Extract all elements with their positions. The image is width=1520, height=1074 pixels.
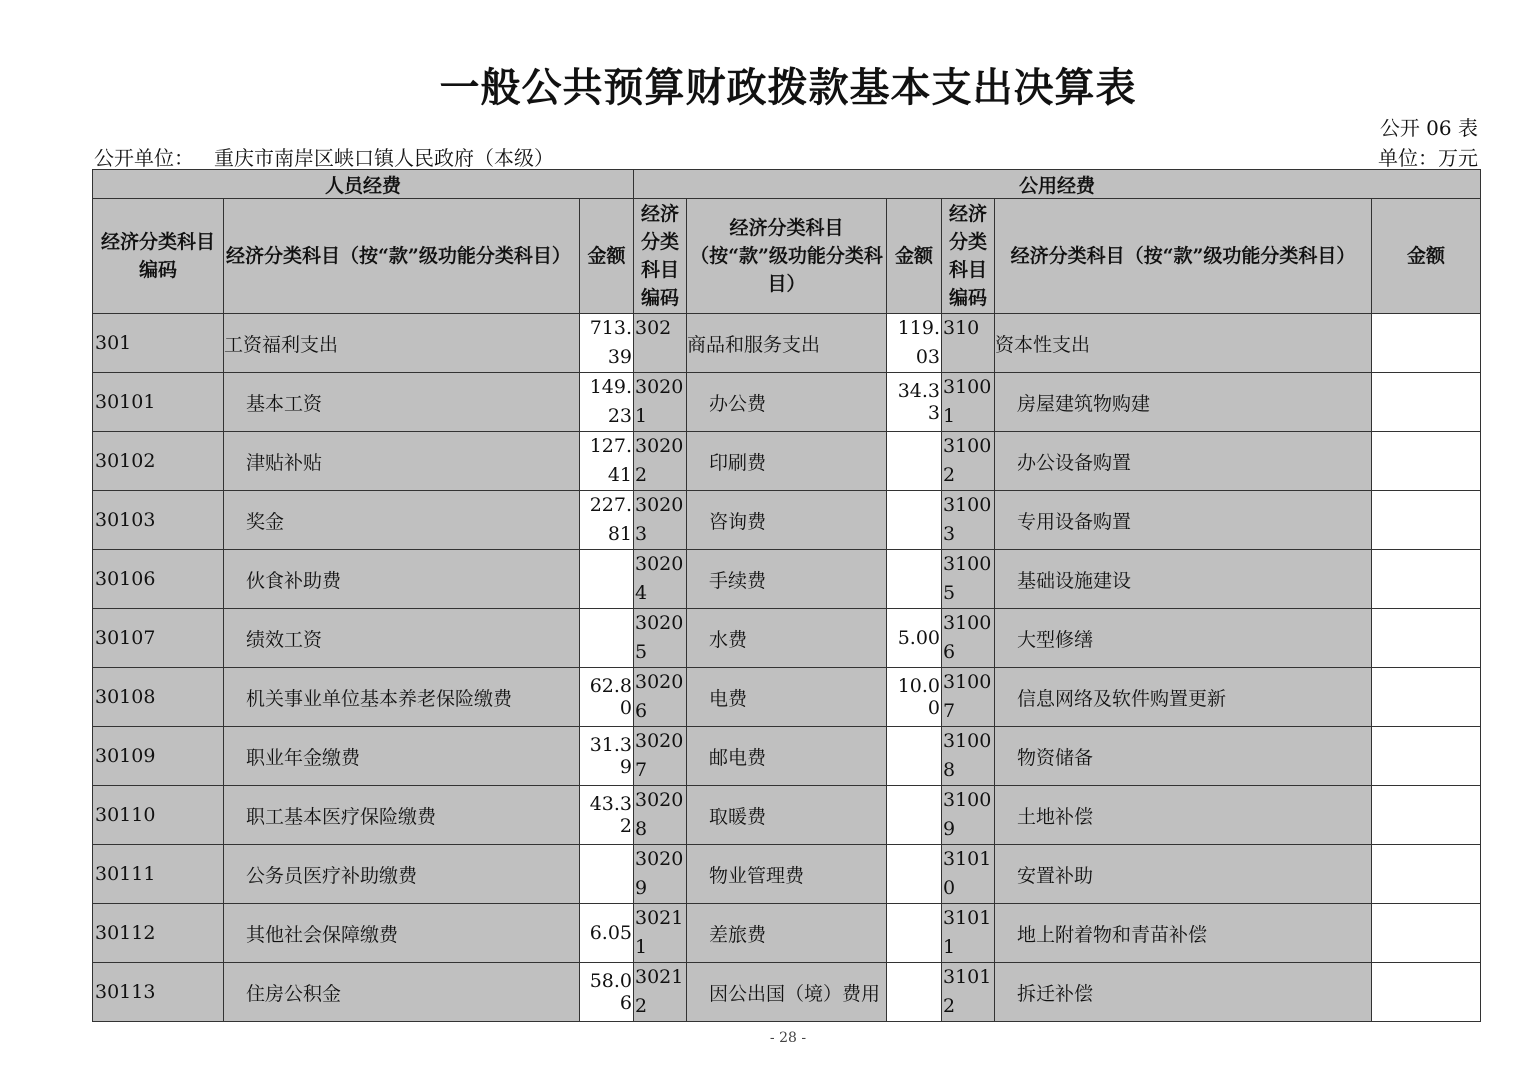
- col-name-3: 经济分类科目（按“款”级功能分类科目）: [995, 199, 1372, 314]
- code-cell: 30207: [634, 727, 687, 786]
- code-cell: 31005: [942, 550, 995, 609]
- amount-cell: 43.32: [580, 786, 634, 845]
- table-row: [93, 727, 1481, 786]
- col-code-1: 经济分类科目编码: [93, 199, 224, 314]
- page-number: - 28 -: [769, 1030, 807, 1046]
- category-name-cell: 工资福利支出: [224, 314, 580, 373]
- currency-unit: 单位：万元: [1378, 146, 1478, 170]
- amount-cell: [1372, 550, 1481, 609]
- amount-cell: [887, 432, 942, 491]
- reporting-unit-label: 公开单位：: [94, 146, 194, 170]
- category-name-cell: 水费: [687, 609, 887, 668]
- expenditure-table: [92, 169, 1481, 1022]
- code-cell: 31008: [942, 727, 995, 786]
- category-name-cell: 房屋建筑物购建: [995, 373, 1372, 432]
- category-name-cell: 奖金: [224, 491, 580, 550]
- amount-cell: [887, 845, 942, 904]
- code-cell: 30204: [634, 550, 687, 609]
- code-cell: 31012: [942, 963, 995, 1022]
- amount-cell: 31.39: [580, 727, 634, 786]
- amount-cell: 34.33: [887, 373, 942, 432]
- code-cell: 30109: [93, 727, 224, 786]
- code-cell: 31009: [942, 786, 995, 845]
- code-cell: 30102: [93, 432, 224, 491]
- category-name-cell: 住房公积金: [224, 963, 580, 1022]
- page-title: 一般公共预算财政拨款基本支出决算表: [439, 64, 1137, 111]
- group-public: 公用经费: [634, 170, 1481, 199]
- amount-cell: [1372, 314, 1481, 373]
- amount-cell: 62.80: [580, 668, 634, 727]
- category-name-cell: 职业年金缴费: [224, 727, 580, 786]
- col-name-1: 经济分类科目（按“款”级功能分类科目）: [224, 199, 580, 314]
- col-code-3: 经济分类科目编码: [942, 199, 995, 314]
- amount-cell: 127.41: [580, 432, 634, 491]
- code-cell: 31010: [942, 845, 995, 904]
- amount-cell: [887, 550, 942, 609]
- category-name-cell: 物业管理费: [687, 845, 887, 904]
- table-row: [93, 963, 1481, 1022]
- code-cell: 31001: [942, 373, 995, 432]
- category-name-cell: 商品和服务支出: [687, 314, 887, 373]
- amount-cell: [580, 609, 634, 668]
- table-row: [93, 904, 1481, 963]
- amount-cell: 58.06: [580, 963, 634, 1022]
- category-name-cell: 物资储备: [995, 727, 1372, 786]
- col-amount-2: 金额: [887, 199, 942, 314]
- code-cell: 30209: [634, 845, 687, 904]
- amount-cell: [1372, 491, 1481, 550]
- amount-cell: 227.81: [580, 491, 634, 550]
- code-cell: 31002: [942, 432, 995, 491]
- table-row: [93, 314, 1481, 373]
- table-row: [93, 491, 1481, 550]
- category-name-cell: 伙食补助费: [224, 550, 580, 609]
- code-cell: 30208: [634, 786, 687, 845]
- code-cell: 30103: [93, 491, 224, 550]
- category-name-cell: 手续费: [687, 550, 887, 609]
- code-cell: 30108: [93, 668, 224, 727]
- table-row: [93, 373, 1481, 432]
- code-cell: 31003: [942, 491, 995, 550]
- amount-cell: 119.03: [887, 314, 942, 373]
- amount-cell: [1372, 845, 1481, 904]
- table-row: [93, 609, 1481, 668]
- category-name-cell: 职工基本医疗保险缴费: [224, 786, 580, 845]
- category-name-cell: 基础设施建设: [995, 550, 1372, 609]
- code-cell: 301: [93, 314, 224, 373]
- code-cell: 31007: [942, 668, 995, 727]
- table-row: [93, 668, 1481, 727]
- table-row: [93, 550, 1481, 609]
- category-name-cell: 差旅费: [687, 904, 887, 963]
- amount-cell: [1372, 609, 1481, 668]
- code-cell: 30101: [93, 373, 224, 432]
- amount-cell: [1372, 963, 1481, 1022]
- category-name-cell: 津贴补贴: [224, 432, 580, 491]
- code-cell: 30203: [634, 491, 687, 550]
- group-personnel: 人员经费: [93, 170, 634, 199]
- table-row: [93, 845, 1481, 904]
- amount-cell: [887, 491, 942, 550]
- category-name-cell: 其他社会保障缴费: [224, 904, 580, 963]
- amount-cell: 6.05: [580, 904, 634, 963]
- code-cell: 30205: [634, 609, 687, 668]
- amount-cell: [887, 904, 942, 963]
- column-header-row: [93, 199, 1481, 314]
- code-cell: 302: [634, 314, 687, 373]
- code-cell: 30107: [93, 609, 224, 668]
- category-name-cell: 因公出国（境）费用: [687, 963, 887, 1022]
- category-name-cell: 土地补偿: [995, 786, 1372, 845]
- code-cell: 30110: [93, 786, 224, 845]
- category-name-cell: 资本性支出: [995, 314, 1372, 373]
- code-cell: 30202: [634, 432, 687, 491]
- col-name-2: 经济分类科目（按“款”级功能分类科目）: [687, 199, 887, 314]
- amount-cell: [1372, 727, 1481, 786]
- amount-cell: [887, 963, 942, 1022]
- amount-cell: 10.00: [887, 668, 942, 727]
- category-name-cell: 大型修缮: [995, 609, 1372, 668]
- amount-cell: [580, 845, 634, 904]
- code-cell: 30201: [634, 373, 687, 432]
- amount-cell: [580, 550, 634, 609]
- category-name-cell: 机关事业单位基本养老保险缴费: [224, 668, 580, 727]
- code-cell: 30111: [93, 845, 224, 904]
- group-header-row: [93, 170, 1481, 199]
- category-name-cell: 信息网络及软件购置更新: [995, 668, 1372, 727]
- category-name-cell: 电费: [687, 668, 887, 727]
- amount-cell: [887, 727, 942, 786]
- amount-cell: [1372, 668, 1481, 727]
- code-cell: 310: [942, 314, 995, 373]
- amount-cell: [1372, 904, 1481, 963]
- category-name-cell: 印刷费: [687, 432, 887, 491]
- code-cell: 30206: [634, 668, 687, 727]
- category-name-cell: 绩效工资: [224, 609, 580, 668]
- category-name-cell: 专用设备购置: [995, 491, 1372, 550]
- col-amount-1: 金额: [580, 199, 634, 314]
- code-cell: 30112: [93, 904, 224, 963]
- amount-cell: 5.00: [887, 609, 942, 668]
- code-cell: 30212: [634, 963, 687, 1022]
- code-cell: 30211: [634, 904, 687, 963]
- amount-cell: 713.39: [580, 314, 634, 373]
- amount-cell: [1372, 432, 1481, 491]
- col-amount-3: 金额: [1372, 199, 1481, 314]
- reporting-unit-name: 重庆市南岸区峡口镇人民政府（本级）: [214, 146, 554, 170]
- category-name-cell: 公务员医疗补助缴费: [224, 845, 580, 904]
- amount-cell: [1372, 373, 1481, 432]
- category-name-cell: 办公设备购置: [995, 432, 1372, 491]
- code-cell: 30113: [93, 963, 224, 1022]
- table-row: [93, 786, 1481, 845]
- category-name-cell: 拆迁补偿: [995, 963, 1372, 1022]
- code-cell: 31006: [942, 609, 995, 668]
- category-name-cell: 安置补助: [995, 845, 1372, 904]
- category-name-cell: 咨询费: [687, 491, 887, 550]
- category-name-cell: 办公费: [687, 373, 887, 432]
- amount-cell: [1372, 786, 1481, 845]
- category-name-cell: 取暖费: [687, 786, 887, 845]
- amount-cell: [887, 786, 942, 845]
- code-cell: 31011: [942, 904, 995, 963]
- col-code-2: 经济分类科目编码: [634, 199, 687, 314]
- code-cell: 30106: [93, 550, 224, 609]
- category-name-cell: 基本工资: [224, 373, 580, 432]
- amount-cell: 149.23: [580, 373, 634, 432]
- table-row: [93, 432, 1481, 491]
- reporting-unit: [94, 142, 554, 171]
- category-name-cell: 邮电费: [687, 727, 887, 786]
- category-name-cell: 地上附着物和青苗补偿: [995, 904, 1372, 963]
- form-number: 公开 06 表: [1379, 116, 1478, 140]
